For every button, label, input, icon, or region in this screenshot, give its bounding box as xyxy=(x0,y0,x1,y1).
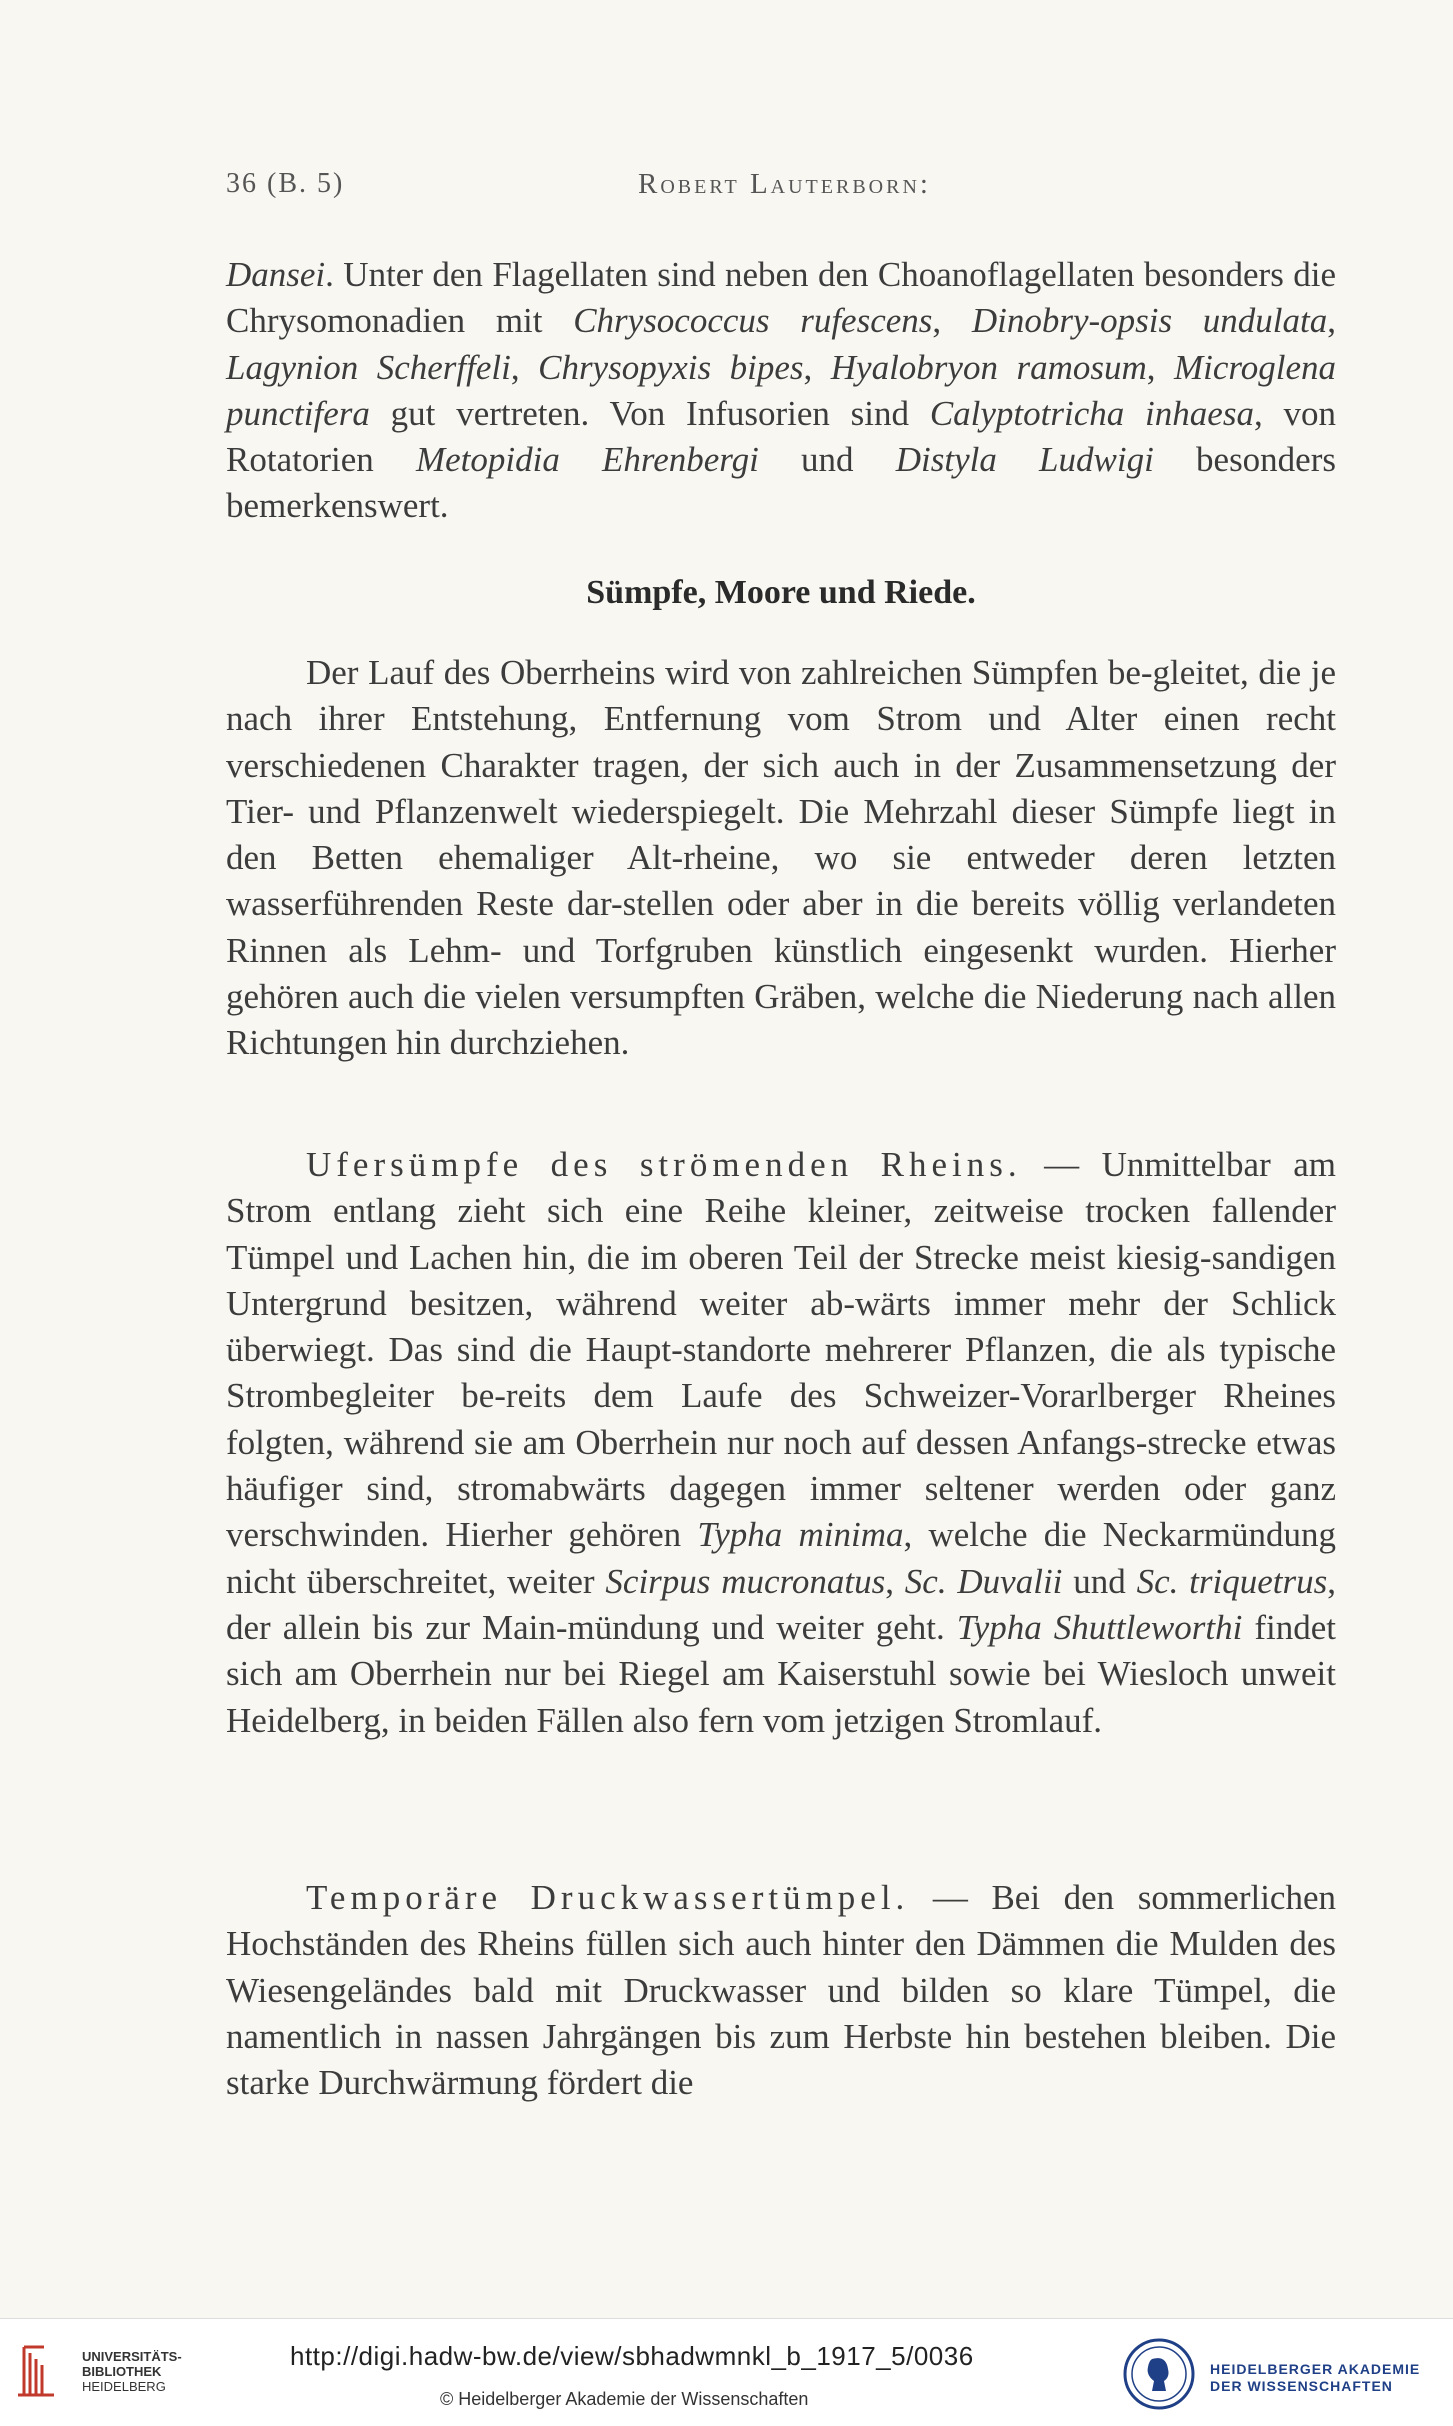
paragraph-2 xyxy=(226,650,1336,1067)
text-run: , von Rotatorien xyxy=(226,393,1336,480)
paragraph-3 xyxy=(226,1142,1336,1744)
library-name xyxy=(82,2349,182,2394)
species-name: Distyla Ludwigi xyxy=(895,440,1154,480)
permalink-url[interactable]: http://digi.hadw-bw.de/view/sbhadwmnkl_b_1917_5/0036 xyxy=(290,2341,974,2371)
text-run: gut vertreten. Von Infusorien sind xyxy=(369,393,930,433)
text-run: besonders bemerkenswert. xyxy=(226,440,1336,526)
text-run: , xyxy=(932,301,972,341)
academy-seal-icon xyxy=(1122,2337,1196,2411)
species-name: Typha Shuttleworthi xyxy=(956,1607,1243,1647)
library-name-line1: UNIVERSITÄTS- xyxy=(82,2349,182,2364)
paragraph-4 xyxy=(226,1875,1336,2106)
paragraph-4-text xyxy=(226,1875,1336,2106)
text-run: und xyxy=(1062,1561,1137,1601)
species-name: Sc. triquetrus xyxy=(1136,1561,1328,1601)
university-library-logo-icon xyxy=(14,2341,58,2401)
paragraph-1-text xyxy=(226,252,1336,530)
species-name: Dansei xyxy=(226,255,326,294)
species-name: Typha minima xyxy=(697,1515,904,1555)
copyright-notice: © Heidelberger Akademie der Wissenschaften xyxy=(440,2389,809,2409)
species-name: Chrysococcus rufescens xyxy=(573,301,933,341)
library-name-line2: BIBLIOTHEK xyxy=(82,2364,162,2379)
text-run: findet sich am Oberrhein nur bei Riegel am Kaiserstuhl sowie bei Wiesloch unweit Heidelberg, in beiden Fällen also fern vom jetzigen Stromlauf. xyxy=(226,1607,1336,1740)
section-heading: Sümpfe, Moore und Riede. xyxy=(586,574,976,611)
text-run: , xyxy=(1146,347,1174,387)
academy-name-line2: DER WISSENSCHAFTEN xyxy=(1210,2378,1393,2394)
library-name-line3: HEIDELBERG xyxy=(82,2379,166,2394)
text-run: , xyxy=(803,347,831,387)
species-name: Calyptotricha inhaesa xyxy=(929,393,1254,433)
text-run: , xyxy=(510,347,539,387)
page-header xyxy=(226,168,1336,208)
text-run: — Bei den sommerlichen Hochständen des Rheins füllen sich auch hinter den Dämmen die Mulden des Wiesengeländes bald mit Druckwasser und bilden so klare Tümpel, die namentlich in nassen Jahrgängen bis zum Herbste hin bestehen bleiben. Die starke Durchwärmung fördert die xyxy=(226,1878,1336,2103)
spaced-subheading: Ufersümpfe des strömenden Rheins. xyxy=(306,1145,1022,1184)
text-run: und xyxy=(758,440,896,480)
paragraph-2-text xyxy=(226,650,1336,1067)
academy-name-line1: HEIDELBERGER AKADEMIE xyxy=(1210,2361,1421,2377)
paragraph-3-text xyxy=(226,1142,1336,1744)
species-name: Sc. Duvalii xyxy=(904,1561,1063,1601)
text-run: , xyxy=(1327,301,1336,341)
text-run: , welche die Neckarmündung nicht überschreitet, weiter xyxy=(226,1515,1337,1601)
species-name: Chrysopyxis bipes xyxy=(538,347,804,387)
species-name: Lagynion Scherffeli xyxy=(226,347,511,387)
text-run: . Unter den Flagellaten sind neben den Choanoflagellaten besonders die Chrysomonadien mit xyxy=(226,255,1336,341)
page-number: 36 (B. 5) xyxy=(226,168,345,199)
footer-bar xyxy=(0,2318,1453,2426)
species-name: Scirpus mucronatus xyxy=(605,1561,886,1601)
species-name: Hyalobryon ramosum xyxy=(830,347,1147,387)
species-name: Dinobry-opsis undulata xyxy=(971,301,1328,341)
species-name: Microglena punctifera xyxy=(226,347,1336,433)
text-run: , der allein bis zur Main-mündung und weiter geht. xyxy=(226,1561,1336,1647)
running-title: Robert Lauterborn: xyxy=(638,168,931,200)
text-run: — Unmittelbar am Strom entlang zieht sich eine Reihe kleiner, zeitweise trocken fallender Tümpel und Lachen hin, die im oberen Teil der Strecke meist kiesig-sandigen Untergrund besitzen, während weiter ab-wärts immer mehr der Schlick überwiegt. Das sind die Haupt-standorte mehrerer Pflanzen, die als typische Strombegleiter be-reits dem Laufe des Schweizer-Vorarlberger Rheines folgten, während sie am Oberrhein nur noch auf dessen Anfangs-strecke etwas häufiger sind, stromabwärts dagegen immer seltener werden oder ganz verschwinden. Hierher gehören xyxy=(226,1145,1336,1555)
species-name: Metopidia Ehrenbergi xyxy=(415,440,759,480)
spaced-subheading: Temporäre Druckwassertümpel. xyxy=(306,1878,910,1917)
paragraph-1 xyxy=(226,252,1336,530)
text-run: , xyxy=(885,1561,905,1601)
academy-name xyxy=(1210,2361,1420,2395)
text-run: Der Lauf des Oberrheins wird von zahlreichen Sümpfen be-gleitet, die je nach ihrer Entstehung, Entfernung vom Strom und Alter einen recht verschiedenen Charakter tragen, der sich auch in der Zusammensetzung der Tier- und Pflanzenwelt wiederspiegelt. Die Mehrzahl dieser Sümpfe liegt in den Betten ehemaliger Alt-rheine, wo sie entweder deren letzten wasserführenden Reste dar-stellen oder aber in die bereits völlig verlandeten Rinnen als Lehm- und Torfgruben künstlich eingesenkt wurden. Hierher gehören auch die vielen versumpften Gräben, welche die Niederung nach allen Richtungen hin durchziehen. xyxy=(226,653,1336,1063)
